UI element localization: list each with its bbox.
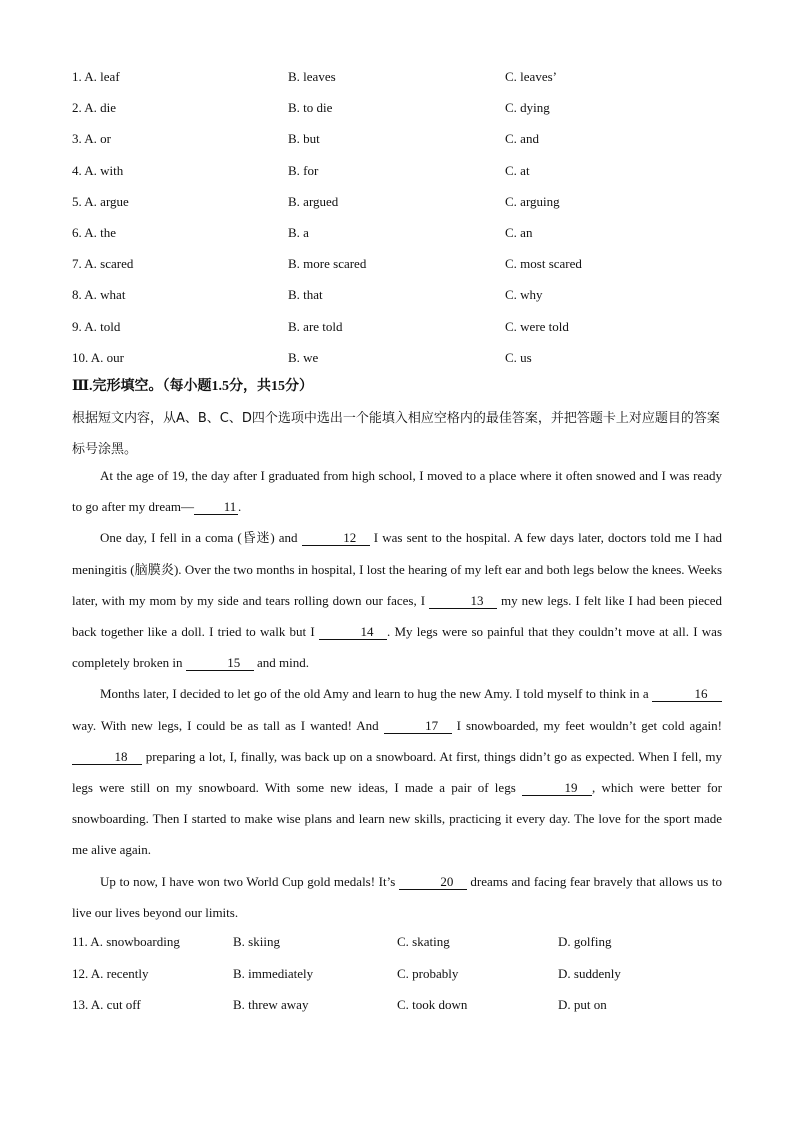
option-a: 13. A. cut off — [72, 997, 141, 1012]
option-c: C. us — [505, 349, 532, 365]
blank-20: 20 — [399, 874, 467, 890]
blank-14: 14 — [319, 624, 387, 640]
answer-options-11-13 — [72, 928, 732, 1023]
option-c: C. most scared — [505, 256, 582, 272]
blank-11: 11 — [194, 499, 238, 515]
option-b: B. are told — [288, 318, 343, 334]
section-title: Ⅲ.完形填空。（每小题1.5分，共15分） — [72, 379, 314, 394]
option-a: 8. A. what — [72, 287, 126, 303]
option-c: C. dying — [505, 100, 550, 116]
blank-19: 19 — [522, 780, 592, 796]
option-c: C. were told — [505, 318, 569, 334]
blank-13: 13 — [429, 593, 497, 609]
option-b: B. for — [288, 162, 319, 178]
option-row — [72, 344, 732, 375]
option-a: 6. A. the — [72, 224, 117, 240]
option-a: 12. A. recently — [72, 965, 149, 981]
option-row — [72, 219, 732, 250]
option-c: C. leaves’ — [505, 69, 557, 84]
option-c: C. and — [505, 131, 539, 147]
option-a: 7. A. scared — [72, 256, 134, 272]
blank-18: 18 — [72, 749, 142, 765]
option-d: D. put on — [558, 997, 607, 1012]
option-a: 11. A. snowboarding — [72, 934, 180, 949]
answer-options-1-10 — [72, 63, 732, 375]
option-b: B. leaves — [288, 69, 336, 84]
option-c: C. skating — [397, 934, 450, 949]
option-c: C. why — [505, 287, 543, 303]
blank-15: 15 — [186, 655, 254, 671]
option-row — [72, 125, 732, 156]
option-row — [72, 991, 732, 1023]
option-row — [72, 313, 732, 344]
option-row — [72, 63, 732, 94]
option-a: 4. A. with — [72, 162, 124, 178]
option-a: 1. A. leaf — [72, 69, 120, 84]
option-row — [72, 157, 732, 188]
option-row — [72, 188, 732, 219]
cloze-passage — [72, 460, 722, 928]
option-c: C. an — [505, 224, 533, 240]
option-a: 5. A. argue — [72, 193, 129, 209]
section-instruction: 根据短文内容，从A、B、C、D四个选项中选出一个能填入相应空格内的最佳答案，并把答题卡上对应题目的答案标号涂黑。 — [72, 411, 720, 457]
option-row — [72, 281, 732, 312]
option-d: D. suddenly — [558, 965, 621, 981]
option-b: B. more scared — [288, 256, 367, 272]
option-b: B. skiing — [233, 934, 280, 949]
option-b: B. we — [288, 349, 319, 365]
option-b: B. immediately — [233, 965, 314, 981]
paragraph-1: At the age of 19, the day after I graduated from high school, I moved to a place where it often snowed and I was ready to go after my dream— 11 . — [72, 468, 722, 515]
option-b: B. but — [288, 131, 320, 147]
option-a: 2. A. die — [72, 100, 117, 116]
option-b: B. to die — [288, 100, 333, 116]
option-row — [72, 250, 732, 281]
blank-16: 16 — [652, 686, 722, 702]
option-a: 3. A. or — [72, 131, 111, 147]
blank-12: 12 — [302, 530, 370, 546]
option-b: B. threw away — [233, 997, 309, 1012]
option-c: C. took down — [397, 997, 468, 1012]
option-a: 9. A. told — [72, 318, 121, 334]
blank-17: 17 — [384, 718, 452, 734]
option-b: B. argued — [288, 193, 339, 209]
option-c: C. probably — [397, 965, 459, 981]
option-row — [72, 928, 732, 960]
paragraph-4: Up to now, I have won two World Cup gold medals! It’s 20 dreams and facing fear bravely that allows us to live our lives beyond our limits. — [72, 873, 722, 920]
option-row — [72, 94, 732, 125]
paragraph-3: Months later, I decided to let go of the old Amy and learn to hug the new Amy. I told myself to think in a 16 way. With new legs, I could be as tall as I wanted! And 17 I snowboarded, my feet wouldn’t get cold again! 18 preparing a lot, I, finally, was back up on a snowboard. At first, things didn’t go as expected. When I fell, my legs were still on my snowboard. With some new ideas, I made a pair of legs 19 , which were better for snowboarding. Then I started to make wise plans and learn new skills, practicing it every day. The love for the sport made me alive again. — [72, 686, 722, 858]
option-c: C. arguing — [505, 193, 560, 209]
option-b: B. a — [288, 224, 309, 240]
paragraph-2: One day, I fell in a coma (昏迷) and 12 I was sent to the hospital. A few days later, doctors told me I had meningitis (脑膜炎). Over the two months in hospital, I lost the hearing of my left ear and both legs below the knees. Weeks later, with my mom by my side and tears rolling down our faces, I 13 my new legs. I felt like I had been pieced back together like a doll. I tried to walk but I 14 . My legs were so painful that they couldn’t move at all. I was completely broken in 15 and mind. — [72, 530, 723, 671]
option-row — [72, 960, 732, 992]
option-d: D. golfing — [558, 934, 612, 949]
option-b: B. that — [288, 287, 323, 303]
option-c: C. at — [505, 162, 530, 178]
option-a: 10. A. our — [72, 349, 124, 365]
